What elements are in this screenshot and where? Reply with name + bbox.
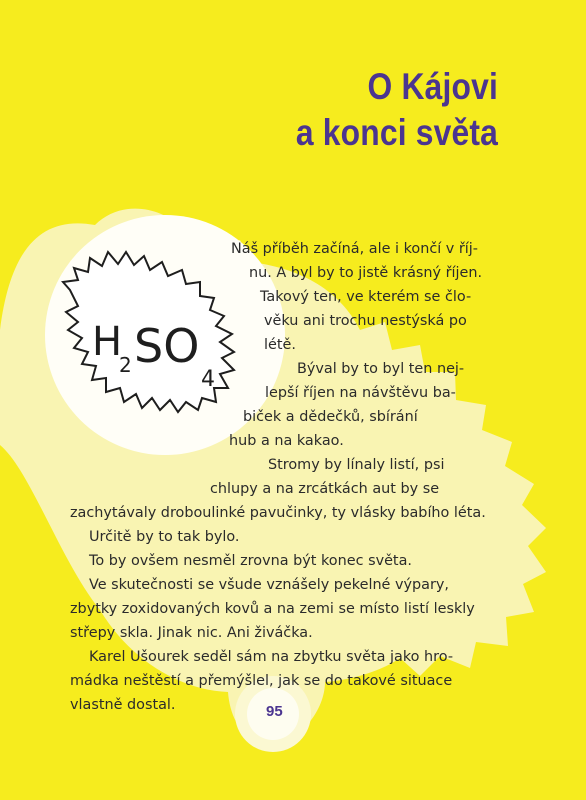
body-line: střepy skla. Jinak nic. Ani živáčka. bbox=[70, 625, 313, 641]
body-line: Stromy by línaly listí, psi bbox=[268, 457, 445, 473]
formula-so: SO bbox=[134, 319, 200, 373]
body-line: hub a na kakao. bbox=[229, 433, 344, 449]
body-line: chlupy a na zrcátkách aut by se bbox=[210, 481, 440, 497]
body-line: věku ani trochu nestýská po bbox=[264, 313, 467, 329]
formula-sub-2: 2 bbox=[119, 353, 132, 377]
body-line: Takový ten, ve kterém se člo- bbox=[260, 289, 472, 305]
body-line: Náš příběh začíná, ale i končí v říj- bbox=[231, 241, 479, 257]
formula-h: H bbox=[92, 319, 123, 365]
body-line: biček a dědečků, sbírání bbox=[243, 409, 418, 425]
body-line: vlastně dostal. bbox=[70, 697, 176, 713]
chapter-title-line-2: a konci světa bbox=[295, 112, 498, 153]
body-line: Karel Ušourek seděl sám na zbytku světa jako hro- bbox=[89, 649, 454, 665]
body-line: mádka neštěstí a přemýšlel, jak se do takové situace bbox=[70, 673, 453, 689]
body-line: zbytky zoxidovaných kovů a na zemi se místo listí leskly bbox=[70, 601, 475, 617]
body-line: Ve skutečnosti se všude vznášely pekelné výpary, bbox=[89, 577, 449, 593]
body-line: Určitě by to tak bylo. bbox=[89, 529, 240, 545]
body-line: nu. A byl by to jistě krásný říjen. bbox=[249, 265, 483, 281]
body-line: zachytávaly droboulinké pavučinky, ty vlásky babího léta. bbox=[70, 505, 486, 521]
body-line: To by ovšem nesměl zrovna být konec světa. bbox=[89, 553, 412, 569]
chapter-title-line-1: O Kájovi bbox=[367, 66, 498, 107]
body-line: létě. bbox=[264, 337, 296, 353]
chapter-title bbox=[296, 64, 498, 156]
page-number: 95 bbox=[266, 703, 283, 720]
body-line: Býval by to byl ten nej- bbox=[297, 361, 465, 377]
body-line: lepší říjen na návštěvu ba- bbox=[265, 385, 456, 401]
formula-sub-4: 4 bbox=[201, 367, 215, 392]
